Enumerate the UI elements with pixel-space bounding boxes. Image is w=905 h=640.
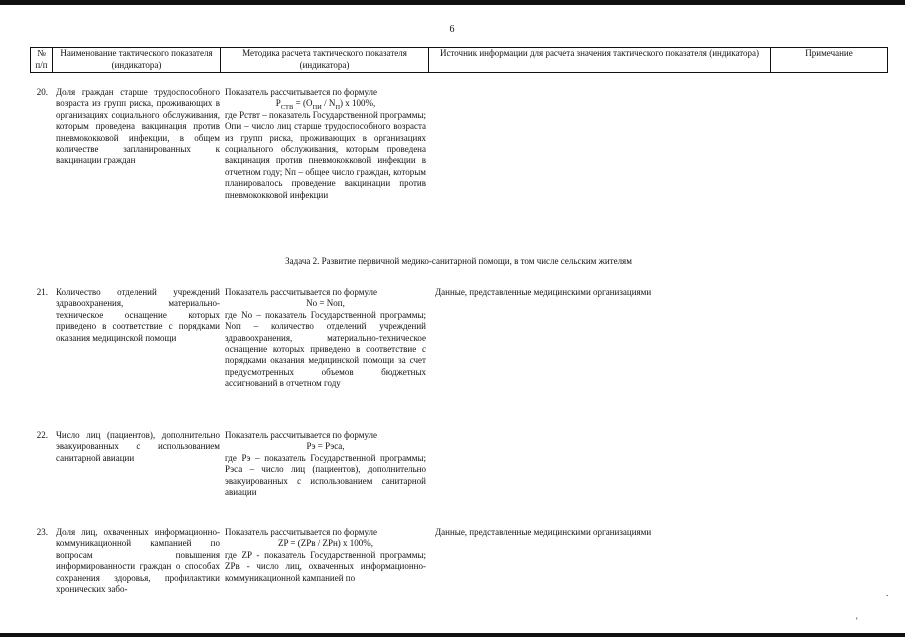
header-method: Методика расчета тактического показателя (индикатора) (221, 48, 429, 73)
source-cell: Данные, представленные медицинскими организациями (435, 287, 652, 297)
bottom-border (0, 633, 905, 637)
formula: ZP = (ZPв / ZPн) х 100%, (277, 538, 374, 549)
indicator-name: Доля лиц, охваченных информационно-коммуникационной кампанией по вопросам повышения информированности граждан о способах сохранения здоровья, профилактики хронических забо- (56, 527, 220, 595)
method-body: где Рствт – показатель Государственной программы; Опи – число лиц старше трудоспособного возраста из групп риска, проживающих в организациях социального обслуживания, которым проведена вакцинация против пневмококковой инфекции в отчетном году; Nп – общее число граждан, которым планировалось проведение вакцинации против пневмококковой инфекции (225, 109, 426, 200)
scan-mark: . (886, 588, 889, 598)
top-border (0, 0, 905, 5)
header-name: Наименование тактического показателя (индикатора) (53, 48, 221, 73)
method-intro: Показатель рассчитывается по формуле (225, 287, 378, 297)
row-number: 21. (36, 287, 48, 297)
method-cell (225, 287, 426, 390)
method-body: где Рэ – показатель Государственной программы; Рэса – число лиц (пациентов), дополнительно эвакуированных с использованием санитарной авиации (225, 452, 426, 498)
header-num: № п/п (31, 48, 53, 73)
method-body: где ZP - показатель Государственной программы; ZPв - число лиц, охваченных информационно-коммуникационной кампанией по (225, 549, 426, 583)
table-header (30, 47, 888, 73)
method-cell (225, 527, 426, 584)
method-body: где No – показатель Государственной программы; Nоп – количество отделений учреждений здравоохранения, материально-техническое оснащение которых приведено в соответствие с порядками оказания медицинской помощи за счет предусмотренных объемов бюджетных ассигнований в отчетном году (225, 309, 426, 389)
page-number: 6 (449, 24, 455, 35)
header-source: Источник информации для расчета значения тактического показателя (индикатора) (429, 48, 771, 73)
method-intro: Показатель рассчитывается по формуле (225, 430, 378, 440)
row-number: 20. (36, 87, 48, 97)
indicator-name: Доля граждан старше трудоспособного возраста из групп риска, проживающих в организациях социального обслуживания, которым проведена вакцинация против пневмококковой инфекции, в общем количестве запланированных к вакцинации граждан (56, 87, 220, 166)
indicator-name: Число лиц (пациентов), дополнительно эвакуированных с использованием санитарной авиации (56, 430, 220, 463)
scan-mark: ' (856, 616, 858, 626)
row-number: 22. (36, 430, 48, 440)
method-cell (225, 430, 426, 498)
formula: No = Noп, (306, 298, 345, 309)
row-number: 23. (36, 527, 48, 537)
indicator-name: Количество отделений учреждений здравоохранения, материально-техническое оснащение которых приведено в соответствие с порядками оказания медицинской помощи (56, 287, 220, 343)
task-heading: Задача 2. Развитие первичной медико-санитарной помощи, в том числе сельским жителям (285, 256, 632, 266)
method-cell (225, 87, 426, 201)
formula: Рэ = Рэса, (306, 441, 345, 452)
method-intro: Показатель рассчитывается по формуле (225, 87, 378, 97)
header-note: Примечание (771, 48, 888, 73)
source-cell: Данные, представленные медицинскими организациями (435, 527, 652, 537)
formula: $Р_{СТВ} = (О_{ПИ} / N_П)$ х 100%, (275, 98, 376, 112)
method-intro: Показатель рассчитывается по формуле (225, 527, 378, 537)
